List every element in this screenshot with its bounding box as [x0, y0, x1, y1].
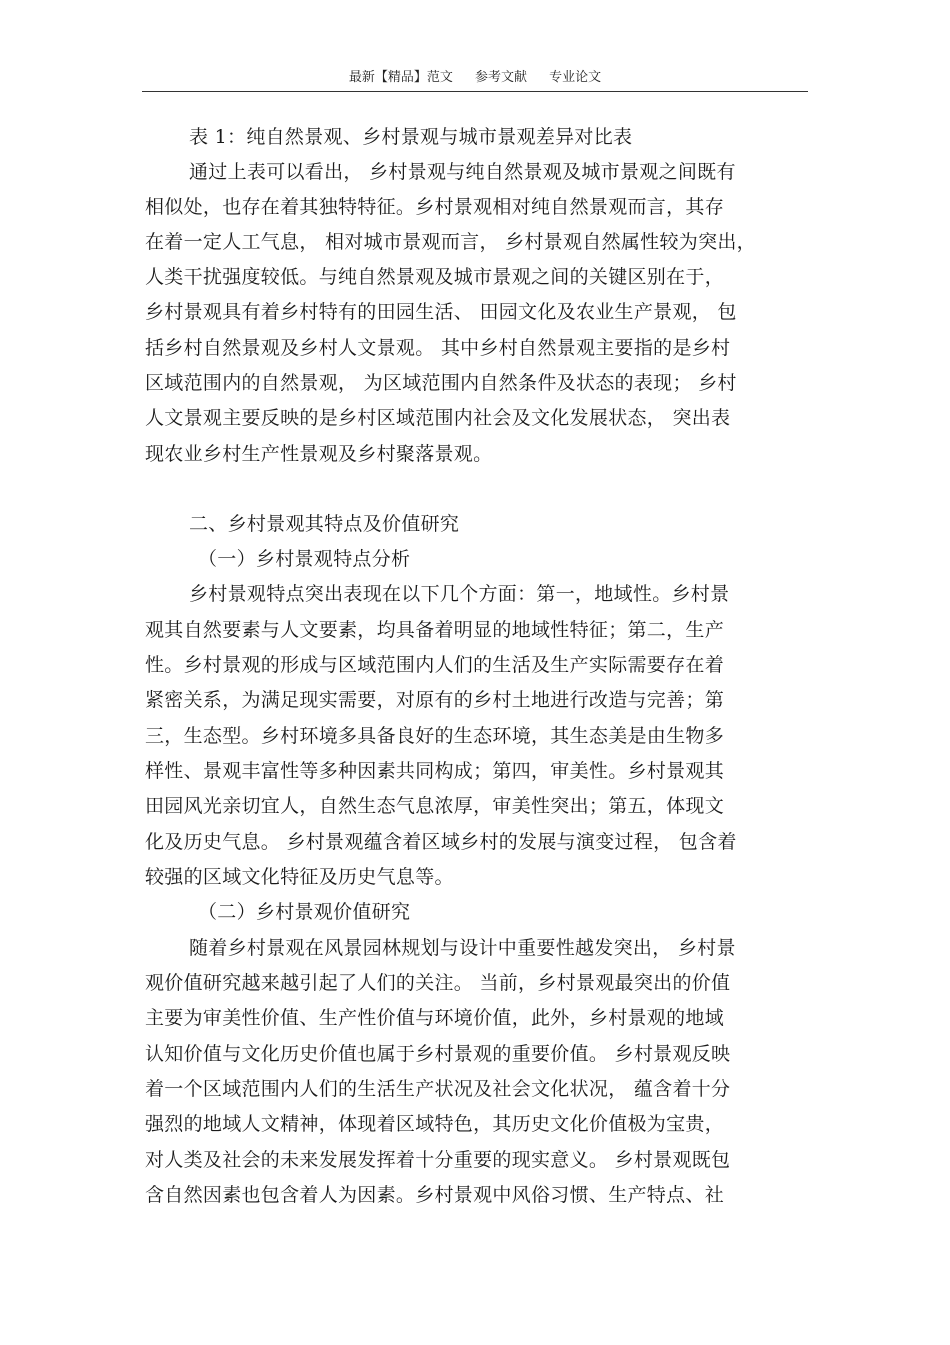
table-caption: 表 1：纯自然景观、乡村景观与城市景观差异对比表: [189, 126, 633, 148]
paragraph-line: 现农业乡村生产性景观及乡村聚落景观。: [145, 443, 493, 465]
paragraph-line: 着一个区域范围内人们的生活生产状况及社会文化状况， 蕴含着十分: [145, 1078, 731, 1100]
paragraph-line: 观其自然要素与人文要素，均具备着明显的地域性特征；第二，生产: [145, 619, 725, 641]
paragraph-line: 紧密关系，为满足现实需要，对原有的乡村土地进行改造与完善；第: [145, 689, 725, 711]
paragraph-line: 对人类及社会的未来发展发挥着十分重要的现实意义。 乡村景观既包: [145, 1149, 731, 1171]
paragraph-line: 乡村景观特点突出表现在以下几个方面：第一，地域性。乡村景: [189, 583, 730, 605]
paragraph-line: 乡村景观具有着乡村特有的田园生活、 田园文化及农业生产景观， 包: [145, 301, 737, 323]
paragraph-line: 相似处，也存在着其独特特征。乡村景观相对纯自然景观而言，其存: [145, 196, 725, 218]
header-item-zhuanye: 专业论文: [549, 70, 602, 85]
paragraph-line: 区域范围内的自然景观， 为区域范围内自然条件及状态的表现； 乡村: [145, 372, 737, 394]
paragraph-line: 认知价值与文化历史价值也属于乡村景观的重要价值。 乡村景观反映: [145, 1043, 731, 1065]
paragraph-line: 人类干扰强度较低。与纯自然景观及城市景观之间的关键区别在于，: [145, 266, 725, 288]
paragraph-line: 含自然因素也包含着人为因素。乡村景观中风俗习惯、生产特点、社: [145, 1184, 725, 1206]
section-heading: 二、乡村景观其特点及价值研究: [189, 513, 460, 535]
paragraph-line: 性。乡村景观的形成与区域范围内人们的生活及生产实际需要存在着: [145, 654, 725, 676]
paragraph-line: 在着一定人工气息， 相对城市景观而言， 乡村景观自然属性较为突出，: [145, 231, 756, 253]
header-item-fanwen: 最新【精品】范文: [348, 70, 453, 85]
header-divider: [142, 91, 808, 92]
paragraph-line: 括乡村自然景观及乡村人文景观。 其中乡村自然景观主要指的是乡村: [145, 337, 731, 359]
paragraph-line: 化及历史气息。 乡村景观蕴含着区域乡村的发展与演变过程， 包含着: [145, 831, 737, 853]
subsection-heading: （一）乡村景观特点分析: [198, 548, 411, 570]
paragraph-line: 三，生态型。乡村环境多具备良好的生态环境，其生态美是由生物多: [145, 725, 725, 747]
paragraph-line: 通过上表可以看出， 乡村景观与纯自然景观及城市景观之间既有: [189, 161, 736, 183]
page-header: [142, 66, 808, 85]
paragraph-line: 人文景观主要反映的是乡村区域范围内社会及文化发展状态， 突出表: [145, 407, 731, 429]
paragraph-line: 主要为审美性价值、生产性价值与环境价值，此外，乡村景观的地域: [145, 1007, 725, 1029]
paragraph-line: 较强的区域文化特征及历史气息等。: [145, 866, 454, 888]
header-item-cankao: 参考文献: [474, 70, 527, 85]
paragraph-line: 观价值研究越来越引起了人们的关注。 当前，乡村景观最突出的价值: [145, 972, 731, 994]
paragraph-line: 田园风光亲切宜人，自然生态气息浓厚，审美性突出；第五，体现文: [145, 795, 725, 817]
subsection-heading: （二）乡村景观价值研究: [198, 901, 411, 923]
paragraph-line: 强烈的地域人文精神，体现着区域特色，其历史文化价值极为宝贵，: [145, 1113, 725, 1135]
paragraph-line: 随着乡村景观在风景园林规划与设计中重要性越发突出， 乡村景: [189, 937, 736, 959]
paragraph-line: 样性、景观丰富性等多种因素共同构成；第四，审美性。乡村景观其: [145, 760, 725, 782]
